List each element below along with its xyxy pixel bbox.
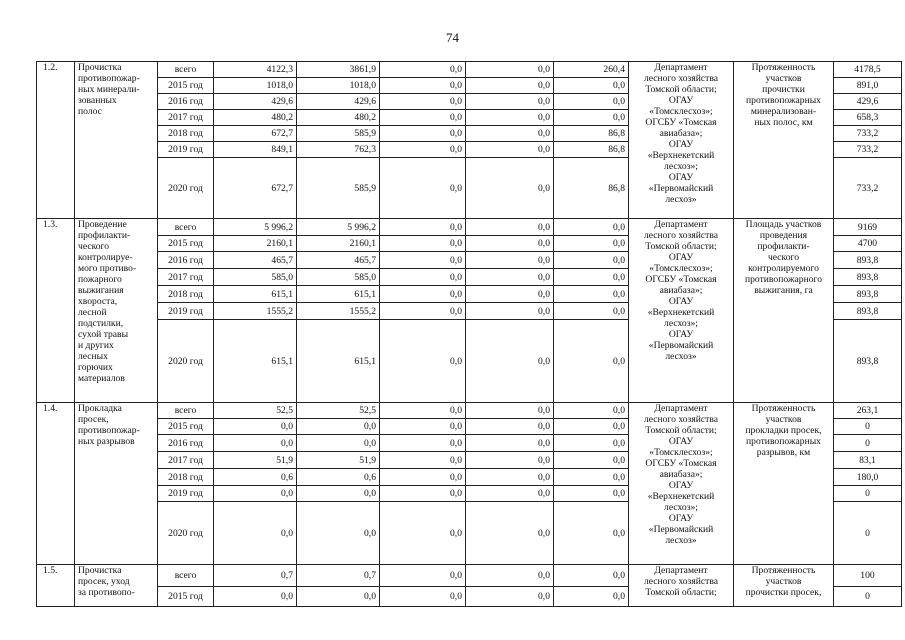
year-cell: 2018 год xyxy=(158,286,214,303)
extra-cell: 0,0 xyxy=(554,469,629,486)
year-cell: 2017 год xyxy=(158,452,214,469)
total-cell: 0,0 xyxy=(214,587,297,607)
target-value-cell: 891,0 xyxy=(834,78,902,94)
total-cell: 51,9 xyxy=(214,452,297,469)
year-cell: 2015 год xyxy=(158,236,214,252)
local-cell: 0,0 xyxy=(466,219,554,236)
target-value-cell: 180,0 xyxy=(834,469,902,486)
budget-cell: 0,7 xyxy=(297,565,380,587)
extra-cell: 0,0 xyxy=(554,403,629,419)
local-cell: 0,0 xyxy=(466,303,554,320)
local-cell: 0,0 xyxy=(466,419,554,435)
year-cell: 2015 год xyxy=(158,587,214,607)
measure-name xyxy=(75,403,158,565)
year-cell: 2016 год xyxy=(158,435,214,452)
local-cell: 0,0 xyxy=(466,452,554,469)
target-value-cell: 658,3 xyxy=(834,110,902,126)
budget-cell: 3861,9 xyxy=(297,62,380,78)
federal-cell: 0,0 xyxy=(380,320,466,403)
table-row xyxy=(37,62,902,78)
federal-cell: 0,0 xyxy=(380,252,466,269)
total-cell: 615,1 xyxy=(214,320,297,403)
budget-cell: 0,0 xyxy=(297,435,380,452)
federal-cell: 0,0 xyxy=(380,62,466,78)
year-cell: 2019 год xyxy=(158,142,214,158)
local-cell: 0,0 xyxy=(466,286,554,303)
target-value-cell: 83,1 xyxy=(834,452,902,469)
total-cell: 615,1 xyxy=(214,286,297,303)
executor-cell xyxy=(629,565,734,607)
measure-name-text: Проведение профилакти- ческого контролируе- мого противо- пожарного выжигания хвороста, лесной подстилки, сухой травы и других лесных горючих материалов xyxy=(78,219,137,384)
federal-cell: 0,0 xyxy=(380,419,466,435)
executor-cell xyxy=(629,62,734,219)
program-measures-table xyxy=(36,61,902,607)
extra-cell: 0,0 xyxy=(554,78,629,94)
local-cell: 0,0 xyxy=(466,110,554,126)
extra-cell: 260,4 xyxy=(554,62,629,78)
budget-cell: 0,0 xyxy=(297,419,380,435)
section-number: 1.5. xyxy=(37,565,75,607)
federal-cell: 0,0 xyxy=(380,94,466,110)
total-cell: 585,0 xyxy=(214,269,297,286)
budget-cell: 0,0 xyxy=(297,486,380,502)
local-cell: 0,0 xyxy=(466,435,554,452)
year-cell: 2020 год xyxy=(158,158,214,219)
extra-cell: 0,0 xyxy=(554,286,629,303)
year-cell: 2015 год xyxy=(158,78,214,94)
target-value-cell: 0 xyxy=(834,419,902,435)
target-value-cell: 100 xyxy=(834,565,902,587)
extra-cell: 0,0 xyxy=(554,587,629,607)
indicator-cell-text: Протяженность участков прочистки просек, xyxy=(745,565,822,598)
year-cell: 2020 год xyxy=(158,320,214,403)
federal-cell: 0,0 xyxy=(380,486,466,502)
extra-cell: 0,0 xyxy=(554,419,629,435)
federal-cell: 0,0 xyxy=(380,565,466,587)
extra-cell: 0,0 xyxy=(554,303,629,320)
target-value-cell: 4700 xyxy=(834,236,902,252)
indicator-cell-text: Протяженность участков прокладки просек, противопожарных разрывов, км xyxy=(745,403,822,458)
budget-cell: 1555,2 xyxy=(297,303,380,320)
budget-cell: 465,7 xyxy=(297,252,380,269)
total-cell: 672,7 xyxy=(214,158,297,219)
total-cell: 465,7 xyxy=(214,252,297,269)
measure-name xyxy=(75,219,158,403)
budget-cell: 585,9 xyxy=(297,158,380,219)
extra-cell: 86,8 xyxy=(554,126,629,142)
year-cell: 2018 год xyxy=(158,126,214,142)
year-cell: 2019 год xyxy=(158,303,214,320)
total-cell: 0,0 xyxy=(214,486,297,502)
indicator-cell xyxy=(734,565,834,607)
total-cell: 0,7 xyxy=(214,565,297,587)
local-cell: 0,0 xyxy=(466,94,554,110)
extra-cell: 0,0 xyxy=(554,452,629,469)
table-row xyxy=(37,403,902,419)
extra-cell: 0,0 xyxy=(554,486,629,502)
local-cell: 0,0 xyxy=(466,565,554,587)
indicator-cell-text: Площадь участков проведения профилакти- ческого контролируемого противопожарного выжигания, га xyxy=(745,219,822,296)
total-cell: 0,0 xyxy=(214,419,297,435)
year-cell: 2015 год xyxy=(158,419,214,435)
federal-cell: 0,0 xyxy=(380,286,466,303)
total-cell: 849,1 xyxy=(214,142,297,158)
budget-cell: 762,3 xyxy=(297,142,380,158)
extra-cell: 0,0 xyxy=(554,219,629,236)
measure-name-text: Прочистка просек, уход за противопо- xyxy=(78,565,135,598)
local-cell: 0,0 xyxy=(466,62,554,78)
section-number: 1.2. xyxy=(37,62,75,219)
target-value-cell: 0 xyxy=(834,587,902,607)
federal-cell: 0,0 xyxy=(380,126,466,142)
indicator-cell xyxy=(734,403,834,565)
local-cell: 0,0 xyxy=(466,486,554,502)
total-cell: 429,6 xyxy=(214,94,297,110)
local-cell: 0,0 xyxy=(466,78,554,94)
local-cell: 0,0 xyxy=(466,158,554,219)
executor-cell-text: Департамент лесного хозяйства Томской области; ОГАУ «Томсклесхоз»; ОГСБУ «Томская авиабаза»; ОГАУ «Верхнекетский лесхоз»; ОГАУ «Первомайский лесхоз» xyxy=(643,62,719,205)
target-value-cell: 893,8 xyxy=(834,286,902,303)
total-cell: 4122,3 xyxy=(214,62,297,78)
federal-cell: 0,0 xyxy=(380,303,466,320)
executor-cell-text: Департамент лесного хозяйства Томской области; ОГАУ «Томсклесхоз»; ОГСБУ «Томская авиабаза»; ОГАУ «Верхнекетский лесхоз»; ОГАУ «Первомайский лесхоз» xyxy=(643,219,719,362)
page-number: 74 xyxy=(446,30,459,45)
federal-cell: 0,0 xyxy=(380,269,466,286)
executor-cell-text: Департамент лесного хозяйства Томской области; ОГАУ «Томсклесхоз»; ОГСБУ «Томская авиабаза»; ОГАУ «Верхнекетский лесхоз»; ОГАУ «Первомайский лесхоз» xyxy=(643,403,719,546)
executor-cell xyxy=(629,219,734,403)
total-cell: 1018,0 xyxy=(214,78,297,94)
federal-cell: 0,0 xyxy=(380,158,466,219)
budget-cell: 0,0 xyxy=(297,502,380,565)
local-cell: 0,0 xyxy=(466,502,554,565)
total-cell: 52,5 xyxy=(214,403,297,419)
total-cell: 672,7 xyxy=(214,126,297,142)
local-cell: 0,0 xyxy=(466,126,554,142)
federal-cell: 0,0 xyxy=(380,78,466,94)
target-value-cell: 733,2 xyxy=(834,126,902,142)
federal-cell: 0,0 xyxy=(380,403,466,419)
target-value-cell: 893,8 xyxy=(834,269,902,286)
extra-cell: 0,0 xyxy=(554,320,629,403)
total-cell: 480,2 xyxy=(214,110,297,126)
local-cell: 0,0 xyxy=(466,469,554,486)
target-value-cell: 893,8 xyxy=(834,320,902,403)
extra-cell: 86,8 xyxy=(554,142,629,158)
local-cell: 0,0 xyxy=(466,320,554,403)
federal-cell: 0,0 xyxy=(380,435,466,452)
year-cell: всего xyxy=(158,403,214,419)
section-number: 1.4. xyxy=(37,403,75,565)
extra-cell: 0,0 xyxy=(554,502,629,565)
local-cell: 0,0 xyxy=(466,403,554,419)
target-value-cell: 9169 xyxy=(834,219,902,236)
measure-name-text: Прокладка просек, противопожар- ных разрывов xyxy=(78,403,140,447)
budget-cell: 0,6 xyxy=(297,469,380,486)
total-cell: 0,0 xyxy=(214,502,297,565)
year-cell: 2017 год xyxy=(158,269,214,286)
total-cell: 2160,1 xyxy=(214,236,297,252)
extra-cell: 0,0 xyxy=(554,269,629,286)
indicator-cell xyxy=(734,219,834,403)
extra-cell: 0,0 xyxy=(554,252,629,269)
total-cell: 1555,2 xyxy=(214,303,297,320)
local-cell: 0,0 xyxy=(466,587,554,607)
year-cell: 2016 год xyxy=(158,252,214,269)
budget-cell: 585,0 xyxy=(297,269,380,286)
year-cell: всего xyxy=(158,565,214,587)
executor-cell xyxy=(629,403,734,565)
year-cell: 2018 год xyxy=(158,469,214,486)
measure-name xyxy=(75,62,158,219)
indicator-cell-text: Протяженность участков прочистки противопожарных минерализован- ных полос, км xyxy=(746,62,821,128)
year-cell: 2020 год xyxy=(158,502,214,565)
measure-name xyxy=(75,565,158,607)
budget-cell: 2160,1 xyxy=(297,236,380,252)
total-cell: 5 996,2 xyxy=(214,219,297,236)
extra-cell: 0,0 xyxy=(554,110,629,126)
target-value-cell: 0 xyxy=(834,502,902,565)
target-value-cell: 0 xyxy=(834,486,902,502)
federal-cell: 0,0 xyxy=(380,142,466,158)
budget-cell: 1018,0 xyxy=(297,78,380,94)
budget-cell: 0,0 xyxy=(297,587,380,607)
budget-cell: 5 996,2 xyxy=(297,219,380,236)
extra-cell: 0,0 xyxy=(554,236,629,252)
federal-cell: 0,0 xyxy=(380,469,466,486)
total-cell: 0,0 xyxy=(214,435,297,452)
year-cell: всего xyxy=(158,62,214,78)
budget-cell: 615,1 xyxy=(297,286,380,303)
extra-cell: 86,8 xyxy=(554,158,629,219)
target-value-cell: 893,8 xyxy=(834,252,902,269)
budget-cell: 52,5 xyxy=(297,403,380,419)
target-value-cell: 0 xyxy=(834,435,902,452)
federal-cell: 0,0 xyxy=(380,452,466,469)
year-cell: 2016 год xyxy=(158,94,214,110)
target-value-cell: 263,1 xyxy=(834,403,902,419)
budget-cell: 51,9 xyxy=(297,452,380,469)
extra-cell: 0,0 xyxy=(554,94,629,110)
executor-cell-text: Департамент лесного хозяйства Томской области; xyxy=(643,565,719,598)
year-cell: всего xyxy=(158,219,214,236)
target-value-cell: 429,6 xyxy=(834,94,902,110)
budget-cell: 480,2 xyxy=(297,110,380,126)
extra-cell: 0,0 xyxy=(554,565,629,587)
local-cell: 0,0 xyxy=(466,252,554,269)
target-value-cell: 733,2 xyxy=(834,142,902,158)
federal-cell: 0,0 xyxy=(380,236,466,252)
measure-name-text: Прочистка противопожар- ных минерали- зованных полос xyxy=(78,62,140,117)
budget-cell: 429,6 xyxy=(297,94,380,110)
table-row xyxy=(37,565,902,587)
year-cell: 2019 год xyxy=(158,486,214,502)
federal-cell: 0,0 xyxy=(380,219,466,236)
budget-cell: 615,1 xyxy=(297,320,380,403)
local-cell: 0,0 xyxy=(466,269,554,286)
federal-cell: 0,0 xyxy=(380,110,466,126)
total-cell: 0,6 xyxy=(214,469,297,486)
table-row xyxy=(37,219,902,236)
local-cell: 0,0 xyxy=(466,142,554,158)
section-number: 1.3. xyxy=(37,219,75,403)
extra-cell: 0,0 xyxy=(554,435,629,452)
target-value-cell: 893,8 xyxy=(834,303,902,320)
year-cell: 2017 год xyxy=(158,110,214,126)
indicator-cell xyxy=(734,62,834,219)
target-value-cell: 733,2 xyxy=(834,158,902,219)
budget-cell: 585,9 xyxy=(297,126,380,142)
federal-cell: 0,0 xyxy=(380,502,466,565)
target-value-cell: 4178,5 xyxy=(834,62,902,78)
federal-cell: 0,0 xyxy=(380,587,466,607)
local-cell: 0,0 xyxy=(466,236,554,252)
